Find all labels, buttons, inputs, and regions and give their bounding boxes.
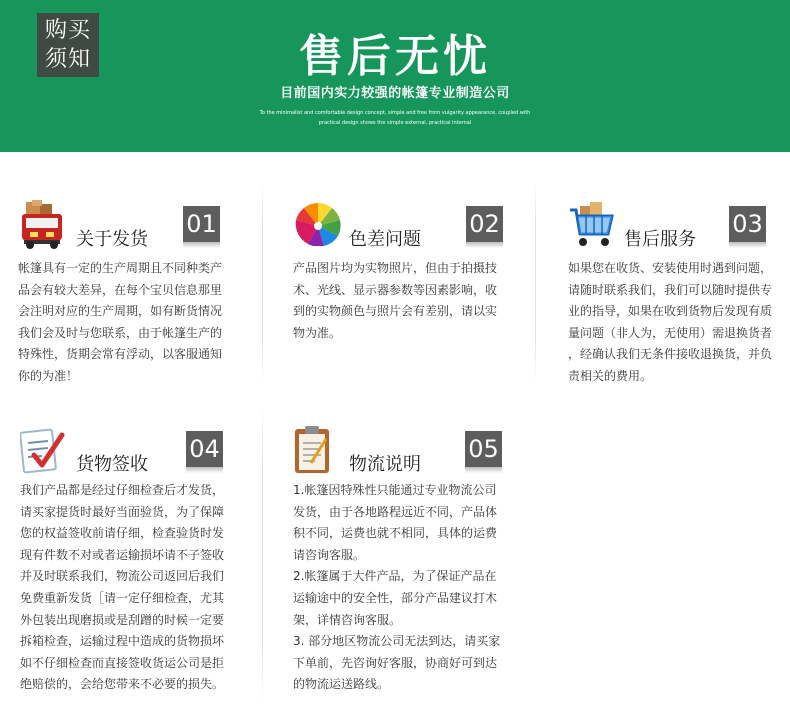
section-title: 关于发货: [76, 229, 148, 250]
text-line: 特殊性，货期会常有浮动，以客服通知: [18, 347, 223, 362]
tag-line-2: 须知: [44, 47, 91, 72]
text-line: 请咨询客服。: [293, 547, 366, 562]
header-banner: [0, 0, 790, 152]
text-line: 3. 部分地区物流公司无法到达，请买家: [293, 634, 501, 649]
text-line: 您的权益签收前请仔细，检查验货时发: [20, 526, 225, 541]
section-color-difference: [293, 200, 533, 390]
section-logistics: [293, 425, 533, 705]
shopping-cart-icon: [568, 200, 614, 250]
english-slogan-line-2: practical design shows the simple external, practical internal: [318, 120, 472, 126]
english-slogan-line-1: To the minimalist and comfortable design concept, simple and free from vulgarity appearance, coupled with: [259, 110, 531, 116]
text-line: 的物流运送路线。: [293, 677, 390, 692]
text-line: 现有件数不对或者运输损坏请不子签收: [20, 547, 225, 562]
text-line: 外包装出现磨损或是刮蹭的时候一定要: [20, 612, 225, 627]
text-line: 请随时联系我们，我们可以随时提供专: [568, 282, 773, 297]
text-line: 运输途中的安全性，部分产品建议打木: [293, 590, 498, 605]
section-number: 02: [466, 206, 503, 242]
section-text: [293, 258, 497, 344]
text-line: 并及时联系我们，物流公司返回后我们: [20, 569, 225, 584]
section-text: [18, 258, 222, 388]
text-line: 责相关的费用。: [568, 368, 653, 383]
section-title: 物流说明: [349, 454, 421, 475]
text-line: 我们产品都是经过仔细检查后才发货，: [20, 483, 225, 497]
text-line: 2.帐篷属于大件产品，为了保证产品在: [293, 569, 497, 584]
text-line: 拆箱检查，运输过程中造成的货物损坏: [20, 634, 225, 649]
section-number: 05: [465, 431, 502, 467]
section-text: [568, 258, 772, 388]
english-slogan: [230, 108, 560, 128]
text-line: ，经确认我们无条件接收退换货，并负: [568, 347, 773, 362]
text-line: 发货，由于各地路程远近不同，产品体: [293, 504, 498, 519]
text-line: 帐篷具有一定的生产周期且不同种类产: [18, 261, 223, 275]
text-line: 积不同，运费也就不相同，具体的运费: [293, 526, 498, 541]
text-line: 架，详情咨询客服。: [293, 612, 402, 627]
page-title: 售后无忧: [299, 31, 491, 82]
tag-line-1: 购买: [44, 18, 91, 43]
section-title: 色差问题: [349, 229, 421, 250]
section-title: 售后服务: [624, 229, 696, 250]
text-line: 产品图片均为实物照片，但由于拍摄技: [293, 261, 498, 275]
section-text: [293, 480, 500, 696]
text-line: 绝赔偿的，会给您带来不必要的损失。: [20, 677, 225, 692]
color-palette-icon: [293, 200, 339, 250]
page-subtitle: 目前国内实力较强的帐篷专业制造公司: [280, 86, 510, 101]
text-line: 术、光线、显示器参数等因素影响，收: [293, 282, 498, 297]
section-title: 货物签收: [76, 454, 148, 475]
text-line: 物为准。: [293, 325, 342, 340]
divider: [262, 182, 263, 382]
section-shipping: [20, 200, 260, 390]
text-line: 1.帐篷因特殊性只能通过专业物流公司: [293, 483, 497, 497]
text-line: 到的实物颜色与照片会有差别，请以实: [293, 304, 498, 319]
clipboard-icon: [293, 425, 339, 475]
text-line: 免费重新发货［请一定仔细检查，尤其: [20, 590, 225, 605]
text-line: 下单前，先咨询好客服，协商好可到达: [293, 655, 498, 670]
section-after-sales: [568, 200, 790, 390]
section-receipt: [20, 425, 260, 705]
section-number: 03: [729, 206, 766, 242]
text-line: 量问题（非人为，无使用）需退换货者: [568, 325, 773, 340]
text-line: 会注明对应的生产周期，如有断货情况: [18, 304, 223, 319]
text-line: 品会有较大差异，在每个宝贝信息那里: [18, 282, 223, 297]
text-line: 你的为准！: [18, 368, 79, 383]
section-text: [20, 480, 224, 696]
divider: [262, 405, 263, 705]
text-line: 请买家提货时最好当面验货，为了保障: [20, 504, 225, 519]
text-line: 如果您在收货、安装使用时遇到问题，: [568, 261, 773, 275]
text-line: 业的指导，如果在收到货物后发现有质: [568, 304, 773, 319]
checkmark-form-icon: [20, 425, 66, 475]
text-line: 如不仔细检查而直接签收货运公司是拒: [20, 655, 225, 670]
section-number: 01: [183, 206, 220, 242]
section-number: 04: [186, 431, 223, 467]
delivery-truck-icon: [20, 200, 66, 250]
text-line: 我们会及时与您联系，由于帐篷生产的: [18, 325, 223, 340]
divider: [535, 182, 536, 382]
